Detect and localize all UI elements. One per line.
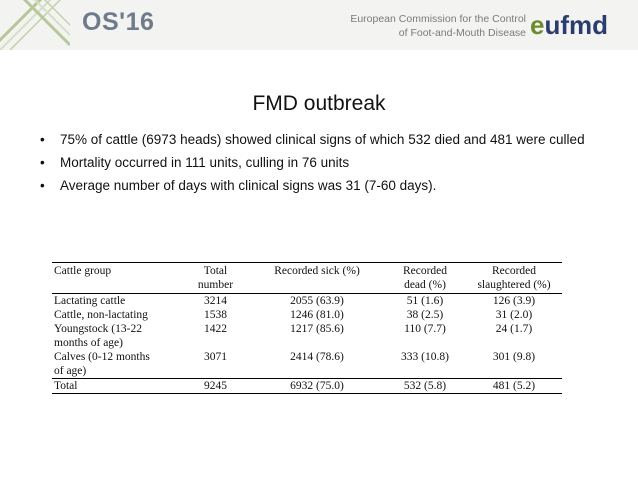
cell-group [52, 322, 181, 350]
bullet-item [40, 176, 615, 195]
cell-group [52, 308, 181, 322]
cell-slaughtered: 301 (9.8) [492, 351, 536, 363]
cell-sick: 2055 (63.9) [290, 295, 344, 307]
header-recorded-dead [384, 263, 466, 294]
cell-dead: 333 (10.8) [401, 351, 449, 363]
bullet-text: Average number of days with clinical signs was 31 (7-60 days). [60, 178, 437, 193]
header-text: Cattle group [54, 265, 112, 277]
cell-text: Youngstock (13-22 [54, 323, 142, 335]
cell-dead: 51 (1.6) [406, 295, 444, 307]
bullet-item [40, 130, 615, 149]
bullet-text: 75% of cattle (6973 heads) showed clinical signs of which 532 died and 481 were culled [60, 132, 585, 147]
table-header-row [52, 263, 562, 294]
header-recorded-sick [250, 263, 384, 294]
table-total-row [52, 379, 562, 394]
bullet-list [40, 130, 615, 199]
cattle-outcome-table [52, 262, 562, 394]
table-row [52, 294, 562, 309]
header-text: dead (%) [404, 279, 446, 291]
cell-text: months of age) [54, 337, 123, 349]
cell-group: Total [52, 379, 181, 394]
eufmd-logo-text: eufmd [530, 10, 609, 40]
cell-slaughtered: 31 (2.0) [495, 309, 533, 321]
header-text: Total [203, 265, 228, 277]
cell-slaughtered: 24 (1.7) [495, 323, 533, 335]
header-text: Recorded [491, 265, 537, 277]
cell-total: 1538 [204, 309, 227, 321]
cell-total: 3071 [204, 351, 227, 363]
cell-text: of age) [54, 365, 87, 377]
cell-dead: 532 (5.8) [384, 379, 466, 394]
table-row [52, 350, 562, 379]
cell-dead: 110 (7.7) [404, 323, 446, 335]
header-cattle-group [52, 263, 181, 294]
decorative-stripes [0, 0, 70, 50]
cell-sick: 6932 (75.0) [250, 379, 384, 394]
organization-name-line-2: of Foot-and-Mouth Disease [398, 27, 526, 39]
cell-total: 9245 [181, 379, 250, 394]
header-total-number [181, 263, 250, 294]
organization-name [350, 12, 526, 40]
cell-group [52, 350, 181, 379]
header-text: Recorded [402, 265, 448, 277]
table-row [52, 308, 562, 322]
cell-text: Calves (0-12 months [54, 351, 150, 363]
organization-name-line-1: European Commission for the Control [350, 13, 526, 25]
bullet-symbol: • [40, 132, 45, 147]
bullet-text: Mortality occurred in 111 units, culling in 76 units [60, 155, 350, 170]
header-recorded-slaughtered [466, 263, 562, 294]
slide-title: FMD outbreak [252, 92, 386, 115]
header-bar [0, 0, 638, 50]
cell-dead: 38 (2.5) [406, 309, 444, 321]
table-row [52, 322, 562, 350]
cell-group [52, 294, 181, 309]
cell-text: Lactating cattle [54, 295, 126, 307]
cell-text: Cattle, non-lactating [54, 309, 148, 321]
bullet-item [40, 153, 615, 172]
bullet-symbol: • [40, 155, 45, 170]
cell-total: 1422 [204, 323, 227, 335]
cell-sick: 1246 (81.0) [290, 309, 344, 321]
bullet-symbol: • [40, 178, 45, 193]
cell-total: 3214 [204, 295, 227, 307]
header-text: number [197, 279, 234, 291]
event-title: OS'16 [82, 8, 155, 36]
cell-sick: 1217 (85.6) [290, 323, 344, 335]
cell-slaughtered: 481 (5.2) [466, 379, 562, 394]
header-text: slaughtered (%) [477, 279, 551, 291]
eufmd-logo [530, 8, 630, 42]
cell-sick: 2414 (78.6) [290, 351, 344, 363]
cell-slaughtered: 126 (3.9) [492, 295, 536, 307]
header-text: Recorded sick (%) [274, 265, 360, 277]
